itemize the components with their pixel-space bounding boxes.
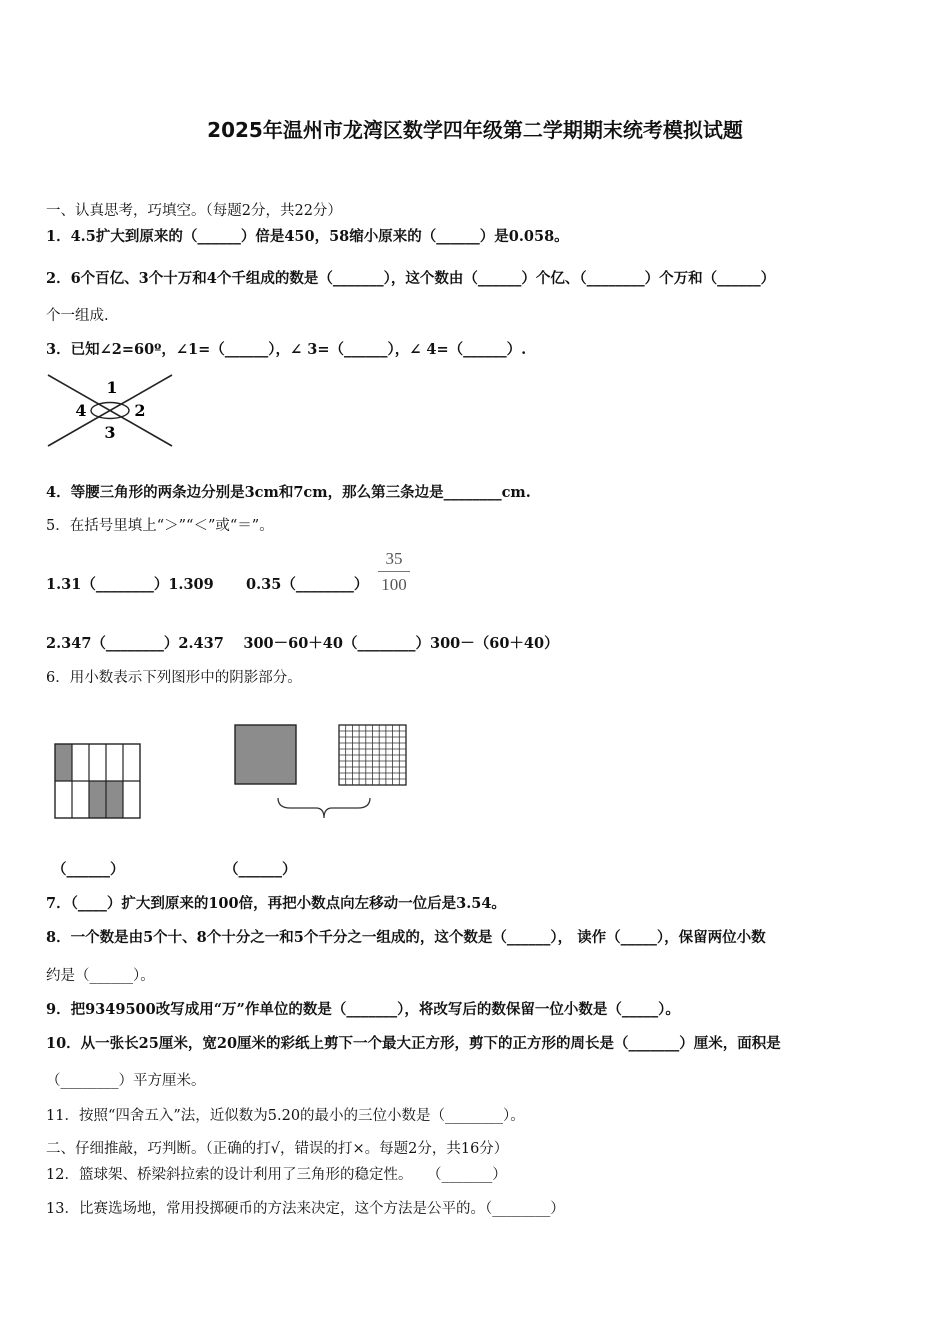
question-5-row-1-b: 0.35（________）: [246, 576, 369, 593]
question-7: 7．（____）扩大到原来的100倍，再把小数点向左移动一位后是3.54。: [46, 895, 506, 912]
angle-label-4: 4: [75, 401, 87, 420]
fraction-numerator: 35: [385, 549, 403, 568]
curly-brace: [276, 796, 372, 822]
fraction-denominator: 100: [381, 575, 407, 594]
question-2-line-2: 个一组成.: [46, 308, 109, 324]
fraction-35-over-100: [378, 548, 410, 596]
full-shaded-square: [235, 725, 296, 784]
question-5: 5．在括号里填上“＞”“＜”或“＝”。: [46, 518, 274, 534]
shaded-cell: [89, 781, 106, 818]
question-9: 9．把9349500改写成用“万”作单位的数是（_______），将改写后的数保留一位小数是（_____）。: [46, 1001, 680, 1018]
question-11: 11．按照“四舍五入”法，近似数为5.20的最小的三位小数是（________）。: [46, 1108, 525, 1124]
question-6: 6．用小数表示下列图形中的阴影部分。: [46, 670, 302, 686]
question-4: 4．等腰三角形的两条边分别是3cm和7cm，那么第三条边是________cm.: [46, 484, 531, 501]
angle-label-2: 2: [134, 401, 146, 420]
question-10-line-2: （________）平方厘米。: [46, 1073, 206, 1089]
crossing-lines-figure: [46, 370, 176, 450]
question-12: 12．篮球架、桥梁斜拉索的设计利用了三角形的稳定性。 （_______）: [46, 1167, 507, 1183]
angle-label-3: 3: [104, 423, 116, 442]
section-1-heading: 一、认真思考，巧填空。（每题2分，共22分）: [46, 203, 342, 219]
question-8-line-1: 8．一个数是由5个十、8个十分之一和5个千分之一组成的，这个数是（______）， 读作（_____），保留两位小数: [46, 929, 766, 946]
question-1: 1．4.5扩大到原来的（______）倍是450，58缩小原来的（______）是0.058。: [46, 228, 569, 245]
question-10-line-1: 10．从一张长25厘米，宽20厘米的彩纸上剪下一个最大正方形，剪下的正方形的周长是（_______）厘米，面积是: [46, 1035, 781, 1052]
section-2-heading: 二、仔细推敲，巧判断。（正确的打√，错误的打×。每题2分，共16分）: [46, 1141, 509, 1157]
question-6-answer-1: （______）: [52, 861, 125, 878]
question-2-line-1: 2．6个百亿、3个十万和4个千组成的数是（_______），这个数由（______）个亿、（________）个万和（______）: [46, 270, 776, 287]
question-13: 13．比赛选场地，常用投掷硬币的方法来决定，这个方法是公平的。（________）: [46, 1201, 565, 1217]
question-8-line-2: 约是（______）。: [46, 968, 155, 984]
shaded-cell: [106, 781, 123, 818]
question-6-answer-2: （______）: [224, 861, 297, 878]
hundred-grid-figure: [338, 724, 407, 786]
shaded-square-figure: [234, 724, 298, 786]
question-5-row-2: 2.347（________）2.437 300－60＋40（________）300－（60＋40）: [46, 635, 559, 652]
shaded-grid-figure-1: [54, 743, 142, 819]
shaded-cell: [55, 744, 72, 781]
question-5-row-1-a: 1.31（________）1.309: [46, 576, 214, 593]
question-3: 3．已知∠2=60º，∠1=（______），∠ 3=（______），∠ 4=（______）.: [46, 341, 527, 358]
angle-label-1: 1: [106, 378, 118, 397]
fraction-bar: [378, 571, 410, 572]
page-title: 2025年温州市龙湾区数学四年级第二学期期末统考模拟试题: [207, 118, 743, 142]
